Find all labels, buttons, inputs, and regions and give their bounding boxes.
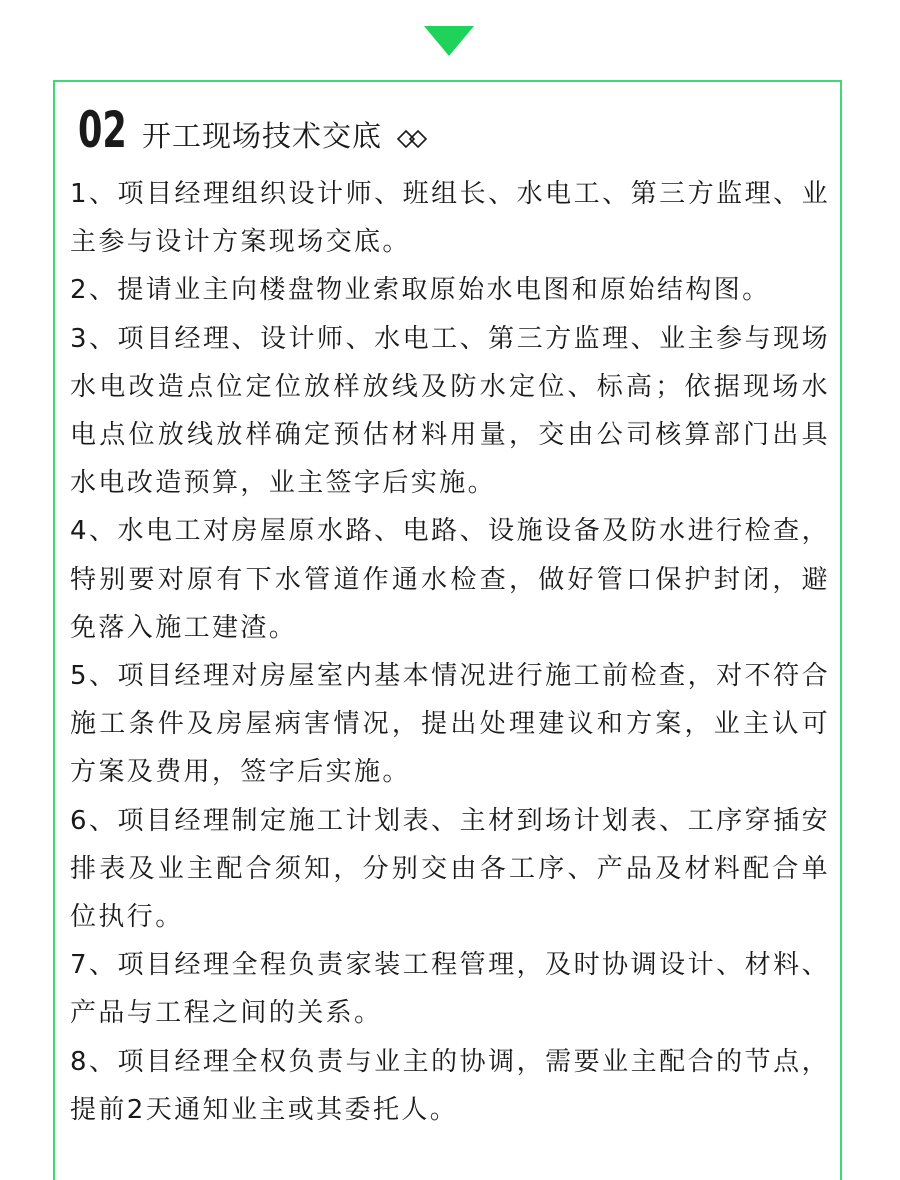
- section-title: 开工现场技术交底: [142, 119, 383, 153]
- list-item: 5、项目经理对房屋室内基本情况进行施工前检查，对不符合施工条件及房屋病害情况，提出处理建议和方案，业主认可方案及费用，签字后实施。: [70, 661, 830, 788]
- section-number: 02: [78, 101, 127, 159]
- list-item: 8、项目经理全权负责与业主的协调，需要业主配合的节点，提前2天通知业主或其委托人。: [70, 1046, 830, 1125]
- list-item: 2、提请业主向楼盘物业索取原始水电图和原始结构图。: [70, 275, 771, 306]
- list-item: 6、项目经理制定施工计划表、主材到场计划表、工序穿插安排表及业主配合须知，分别交由各工序、产品及材料配合单位执行。: [70, 805, 830, 933]
- section-heading: [78, 102, 438, 158]
- list-item: 1、项目经理组织设计师、班组长、水电工、第三方监理、业主参与设计方案现场交底。: [70, 179, 830, 258]
- list-item: 4、水电工对房屋原水路、电路、设施设备及防水进行检查，特别要对原有下水管道作通水检查，做好管口保护封闭，避免落入施工建渣。: [70, 516, 830, 643]
- double-diamond-icon: [396, 129, 438, 149]
- list-item: 7、项目经理全程负责家装工程管理，及时协调设计、材料、产品与工程之间的关系。: [70, 950, 830, 1029]
- list-item: 3、项目经理、设计师、水电工、第三方监理、业主参与现场水电改造点位定位放样放线及防水定位、标高；依据现场水电点位放线放样确定预估材料用量，交由公司核算部门出具水电改造预算，业主签字后实施。: [70, 323, 830, 499]
- down-arrow-icon: [424, 26, 474, 56]
- instruction-list: [70, 170, 830, 1134]
